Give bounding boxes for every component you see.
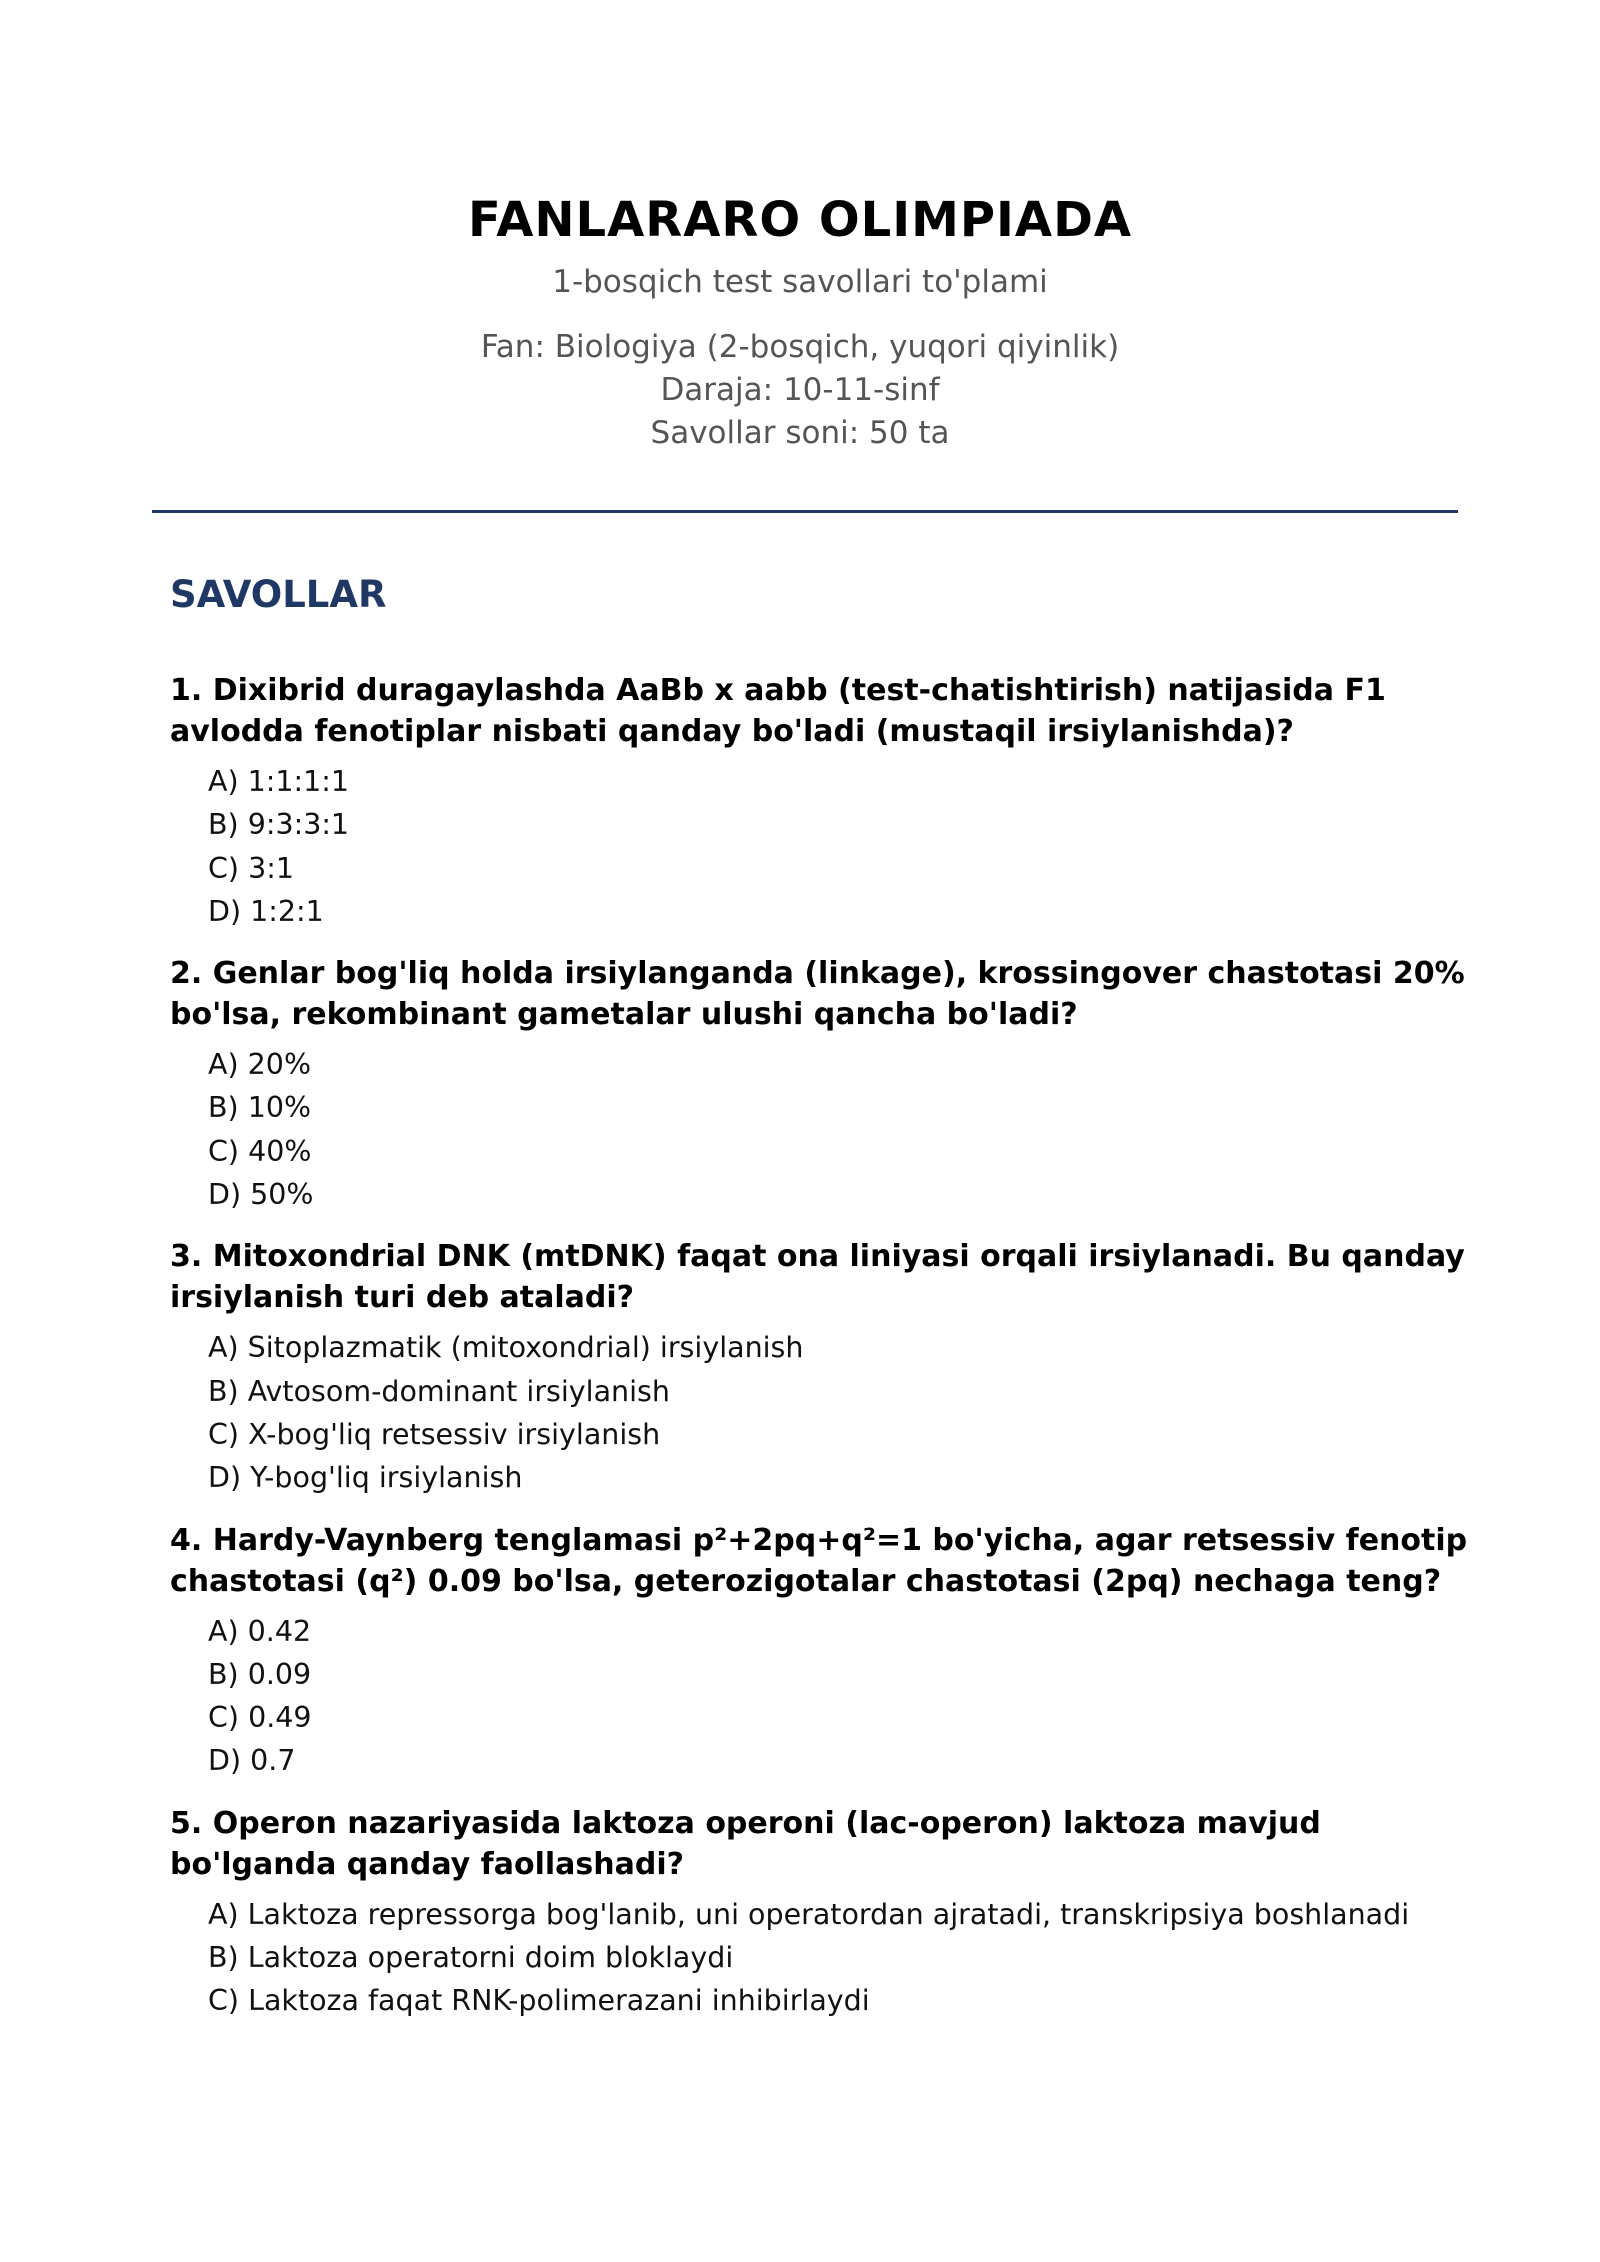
question-item (170, 670, 1470, 933)
answer-option: B) Avtosom-dominant irsiylanish (208, 1374, 670, 1408)
answer-options (170, 760, 1470, 933)
document-meta (0, 326, 1600, 455)
answer-option: B) 9:3:3:1 (208, 808, 350, 842)
answer-option: D) 50% (208, 1178, 314, 1212)
answer-option: D) 1:2:1 (208, 894, 324, 928)
answer-option: D) 0.7 (208, 1744, 296, 1778)
answer-option: A) Laktoza repressorga bog'lanib, uni operatordan ajratadi, transkripsiya boshlanadi (208, 1897, 1410, 1931)
question-item (170, 1520, 1470, 1783)
section-title: SAVOLLAR (170, 573, 387, 616)
subject-line: Fan: Biologiya (2-bosqich, yuqori qiyinlik) (480, 329, 1120, 365)
question-text: 4. Hardy-Vaynberg tenglamasi p²+2pq+q²=1 bo'yicha, agar retsessiv fenotip chastotasi (q²) 0.09 bo'lsa, geterozigotalar chastotasi (2pq) nechaga teng? (170, 1522, 1468, 1599)
question-text: 2. Genlar bog'liq holda irsiylanganda (linkage), krossingover chastotasi 20% bo'lsa, rekombinant gametalar ulushi qancha bo'ladi? (170, 956, 1465, 1033)
answer-options (170, 1893, 1470, 2023)
answer-option: C) X-bog'liq retsessiv irsiylanish (208, 1417, 661, 1451)
question-text: 1. Dixibrid duragaylashda AaBb x aabb (test-chatishtirish) natijasida F1 avlodda fenotiplar nisbati qanday bo'ladi (mustaqil irsiylanishda)? (170, 673, 1386, 749)
answer-option: A) 1:1:1:1 (208, 765, 350, 798)
answer-options (170, 1043, 1470, 1216)
answer-option: A) Sitoplazmatik (mitoxondrial) irsiylanish (208, 1331, 804, 1365)
question-item (170, 953, 1470, 1216)
answer-option: C) 0.49 (208, 1701, 312, 1735)
header-divider (152, 510, 1458, 513)
answer-option: D) Y-bog'liq irsiylanish (208, 1461, 523, 1495)
answer-option: A) 0.42 (208, 1614, 312, 1648)
answer-options (170, 1326, 1470, 1499)
document-title: FANLARARO OLIMPIADA (467, 192, 1133, 248)
answer-options (170, 1610, 1470, 1783)
answer-option: C) 3:1 (208, 851, 294, 885)
answer-option: B) 0.09 (208, 1657, 312, 1691)
question-count-line: Savollar soni: 50 ta (650, 415, 950, 451)
answer-option: C) 40% (208, 1134, 312, 1168)
question-item (170, 1803, 1470, 2023)
document-subtitle: 1-bosqich test savollari to'plami (552, 264, 1048, 300)
level-line: Daraja: 10-11-sinf (660, 372, 940, 408)
question-list (170, 670, 1470, 2043)
answer-option: A) 20% (208, 1048, 312, 1082)
question-item (170, 1236, 1470, 1499)
document-header (0, 190, 1600, 455)
answer-option: B) 10% (208, 1091, 312, 1125)
answer-option: C) Laktoza faqat RNK-polimerazani inhibirlaydi (208, 1984, 870, 2018)
question-text: 5. Operon nazariyasida laktoza operoni (lac-operon) laktoza mavjud bo'lganda qanday faollashadi? (170, 1805, 1321, 1882)
answer-option: B) Laktoza operatorni doim bloklaydi (208, 1941, 734, 1975)
question-text: 3. Mitoxondrial DNK (mtDNK) faqat ona liniyasi orqali irsiylanadi. Bu qanday irsiylanish turi deb ataladi? (170, 1239, 1465, 1316)
